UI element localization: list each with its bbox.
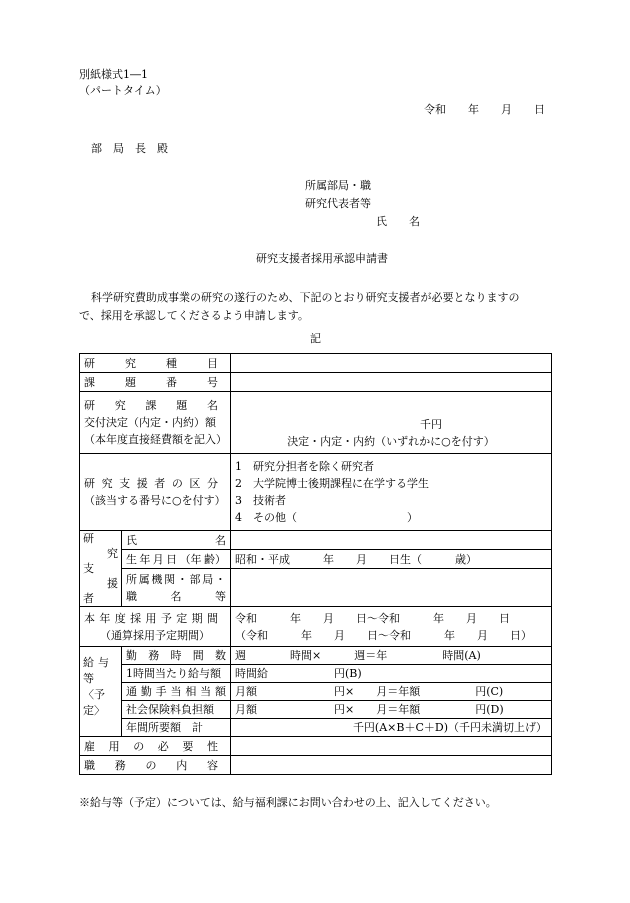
category-option-3[interactable]: 3 技術者 xyxy=(235,494,286,507)
category-row xyxy=(80,454,552,531)
period-value[interactable]: 令和 年 月 日～令和 年 月 日 xyxy=(235,611,510,625)
insurance-row xyxy=(80,701,552,719)
necessity-row xyxy=(80,737,552,756)
duties-label: 職 務 の 内 容 xyxy=(80,756,231,775)
body-text-line1: 科学研究費助成事業の研究の遂行のため、下記のとおり研究支援者が必要となりますの xyxy=(91,291,520,304)
project-title-grant-labels: 研 究 課 題 名 交付決定（内定・内約）額 （本年度直接経費額を記入） xyxy=(80,392,231,454)
necessity-label: 雇 用 の 必 要 性 xyxy=(80,737,231,756)
commute-label: 通 勤 手 当 相 当 額 xyxy=(122,683,231,701)
birth-row xyxy=(80,550,552,569)
grant-note: （本年度直接経費額を記入） xyxy=(84,433,227,446)
document-title: 研究支援者採用承認申請書 xyxy=(256,252,388,265)
supporter-name-label: 氏 名 xyxy=(122,531,231,550)
date-line: 令和 年 月 日 xyxy=(424,103,545,116)
grant-label: 交付決定（内定・内約）額 xyxy=(84,416,216,429)
supporter-name-field[interactable] xyxy=(231,531,552,550)
duties-row xyxy=(80,756,552,775)
insurance-label: 社会保険料負担額 xyxy=(122,701,231,719)
ki-label: 記 xyxy=(310,332,321,345)
grant-unit: 千円 xyxy=(420,418,442,431)
representative-label: 研究代表者等 xyxy=(305,197,371,210)
hourly-pay-row xyxy=(80,665,552,683)
supporter-affil-field[interactable] xyxy=(231,569,552,607)
supporter-affil-row xyxy=(80,569,552,607)
supporter-name-row xyxy=(80,531,552,550)
application-table xyxy=(79,353,552,775)
insurance-field[interactable]: 月額 円× 月＝年額 円(D) xyxy=(231,701,552,719)
birth-field[interactable]: 昭和・平成 年 月 日生（ 歳） xyxy=(231,550,552,569)
period-total-label: （通算採用予定期間） xyxy=(100,628,210,642)
grant-choice: 決定・内定・内約（いずれかに○を付す） xyxy=(287,435,495,448)
duties-field[interactable] xyxy=(231,756,552,775)
addressee: 部 局 長 殿 xyxy=(91,142,168,155)
research-type-row xyxy=(80,354,552,373)
period-label-cell: 本 年 度 採 用 予 定 期 間 （通算採用予定期間） xyxy=(80,607,231,647)
category-options[interactable] xyxy=(231,454,552,531)
annual-total-field[interactable]: 千円(A×B＋C＋D)（千円未満切上げ） xyxy=(231,719,552,737)
form-type: （パートタイム） xyxy=(79,84,167,97)
hourly-pay-field[interactable]: 時間給 円(B) xyxy=(231,665,552,683)
footnote: ※給与等（予定）については、給与福利課にお問い合わせの上、記入してください。 xyxy=(79,796,497,809)
category-note: （該当する番号に○を付す） xyxy=(84,494,226,507)
category-label-cell: 研 究 支 援 者 の 区 分 （該当する番号に○を付す） xyxy=(80,454,231,531)
commute-row xyxy=(80,683,552,701)
hourly-pay-label: 1時間当たり給与額 xyxy=(122,665,231,683)
category-option-2[interactable]: 2 大学院博士後期課程に在学する学生 xyxy=(235,477,429,490)
grant-field[interactable] xyxy=(231,392,552,454)
project-no-field[interactable] xyxy=(231,373,552,392)
body-text-line2: で、採用を承認してくださるよう申請します。 xyxy=(79,309,309,322)
work-hours-row xyxy=(80,647,552,665)
form-number: 別紙様式1―1 xyxy=(79,68,148,81)
supporter-affil-label: 所 属 機 関 ・ 部 局 ・ 職 名 等 xyxy=(122,569,231,607)
work-hours-label: 勤 務 時 間 数 xyxy=(122,647,231,665)
period-row xyxy=(80,607,552,647)
research-type-label: 研 究 種 目 xyxy=(80,354,231,373)
annual-total-label: 年間所要額 計 xyxy=(122,719,231,737)
supporter-label-cell: 研 究 支 援 者 xyxy=(80,531,122,607)
research-type-field[interactable] xyxy=(231,354,552,373)
project-no-label: 課 題 番 号 xyxy=(80,373,231,392)
category-option-4[interactable]: 4 その他（ ） xyxy=(235,511,418,524)
category-option-1[interactable]: 1 研究分担者を除く研究者 xyxy=(235,460,374,473)
necessity-field[interactable] xyxy=(231,737,552,756)
period-total-value[interactable]: （令和 年 月 日～令和 年 月 日） xyxy=(235,628,532,642)
applicant-name-label: 氏 名 xyxy=(376,215,420,228)
annual-total-row xyxy=(80,719,552,737)
birth-label: 生 年 月 日 （年 齢） xyxy=(122,550,231,569)
work-hours-field[interactable]: 週 時間× 週＝年 時間(A) xyxy=(231,647,552,665)
project-title-grant-row xyxy=(80,392,552,454)
project-no-row xyxy=(80,373,552,392)
salary-label-cell: 給 与 等 〈予 定〉 xyxy=(80,647,122,737)
affiliation-label: 所属部局・職 xyxy=(305,179,371,192)
period-field[interactable] xyxy=(231,607,552,647)
commute-field[interactable]: 月額 円× 月＝年額 円(C) xyxy=(231,683,552,701)
